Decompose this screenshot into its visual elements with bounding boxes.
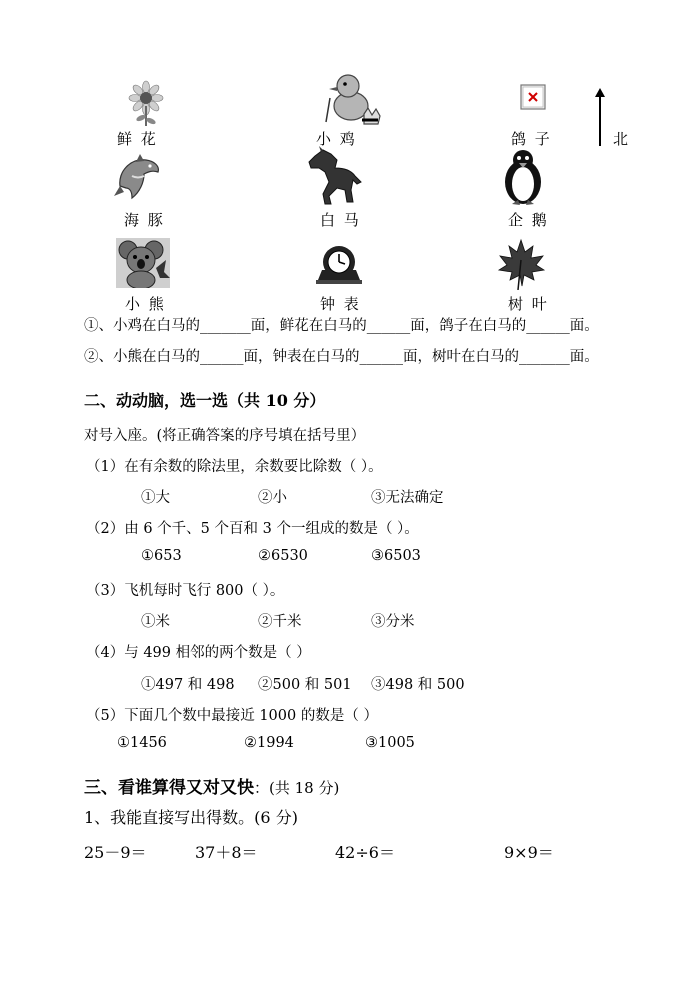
label-pigeon: 鸽 子 [511,130,552,148]
question-1: （1）在有余数的除法里，余数要比除数（ ）。 [86,459,383,475]
chick-icon [318,70,384,128]
map-question-1: ①、小鸡在白马的_______面，鲜花在白马的______面，鸽子在白马的______面。 [84,318,599,334]
q4-option-1: ①497 和 498 [141,677,235,693]
koala-icon [116,238,170,288]
q3-option-3: ③分米 [371,614,415,630]
label-flower: 鲜 花 [117,130,158,148]
penguin-icon [498,148,548,206]
q5-option-1: ①1456 [117,735,167,751]
clock-icon [314,240,364,288]
broken-image-icon [520,84,546,110]
question-5: （5）下面几个数中最接近 1000 的数是（ ） [86,708,378,724]
q1-option-1: ①大 [141,490,170,506]
q2-option-3: ③6503 [371,548,421,564]
horse-icon [307,146,365,206]
maple-leaf-icon [496,238,546,290]
north-arrow-line [599,92,601,146]
label-leaf: 树 叶 [508,295,549,313]
q5-option-2: ②1994 [244,735,294,751]
section3-subheading: 1、我能直接写出得数。(6 分) [84,808,298,827]
label-dolphin: 海 豚 [124,211,165,229]
question-3: （3）飞机每时飞行 800（ ）。 [86,583,285,599]
label-penguin: 企 鹅 [508,211,549,229]
section2-instruction: 对号入座。(将正确答案的序号填在括号里） [84,428,366,444]
q3-option-2: ②千米 [258,614,302,630]
expression-1: 25－9＝ [84,843,147,862]
label-north: 北 [613,130,631,148]
expression-2: 37＋8＝ [195,843,258,862]
question-2: （2）由 6 个千、5 个百和 3 个一组成的数是（ ）。 [86,521,419,537]
label-clock: 钟 表 [320,295,361,313]
q4-option-2: ②500 和 501 [258,677,352,693]
sunflower-icon [122,80,170,126]
label-bear: 小 熊 [125,295,166,313]
section2-heading: 二、动动脑，选一选（共 10 分） [84,391,326,410]
q2-option-2: ②6530 [258,548,308,564]
section3-heading [84,773,339,798]
q4-option-3: ③498 和 500 [371,677,465,693]
label-chick: 小 鸡 [316,130,357,148]
expression-3: 42÷6＝ [335,843,395,862]
q1-option-3: ③无法确定 [371,490,444,506]
expression-4: 9×9＝ [504,843,554,862]
q1-option-2: ②小 [258,490,287,506]
dolphin-icon [114,152,162,204]
section3-heading-score: ：(共 18 分) [254,779,340,797]
map-question-2: ②、小熊在白马的______面，钟表在白马的______面，树叶在白马的_______面。 [84,349,599,365]
q2-option-1: ①653 [141,548,182,564]
q5-option-3: ③1005 [365,735,415,751]
section3-heading-title: 三、看谁算得又对又快 [84,778,254,798]
q3-option-1: ①米 [141,614,170,630]
question-4: （4）与 499 相邻的两个数是（ ） [86,645,311,661]
label-horse: 白 马 [320,211,361,229]
